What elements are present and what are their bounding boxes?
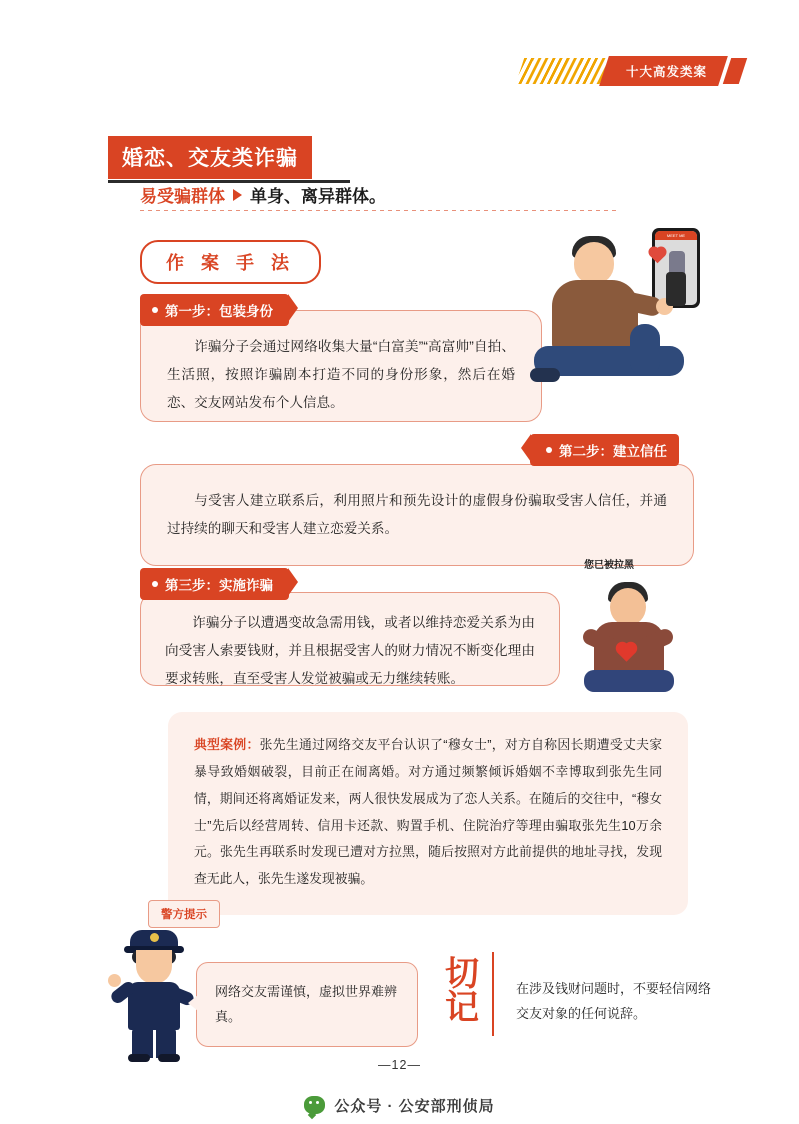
man-leg-back xyxy=(630,324,660,376)
footer-account-name: 公众号 · 公安部刑侦局 xyxy=(334,1097,495,1115)
step-label-3 xyxy=(140,568,289,600)
bullet-dot-icon xyxy=(546,447,552,453)
method-badge-label: 作 案 手 法 xyxy=(166,253,296,273)
step-label-3-text: 第三步：实施诈骗 xyxy=(165,578,273,593)
target-group-key: 易受骗群体 xyxy=(140,187,225,206)
step-text-3: 诈骗分子以遭遇变故急需用钱，或者以维持恋爱关系为由向受害人索要钱财，并且根据受害人的财力情况不断变化理由要求转账，直至受害人发觉被骗或无力继续转账。 xyxy=(165,615,535,686)
stamp-remember: 切记 xyxy=(445,956,479,1027)
phone-app-title: MEET ME xyxy=(655,231,697,240)
bullet-dot-icon xyxy=(152,307,158,313)
step-box-3 xyxy=(140,592,560,686)
step-label-2-text: 第二步：建立信任 xyxy=(559,444,667,459)
case-study-box xyxy=(168,712,688,915)
page-number: —12— xyxy=(378,1058,421,1072)
banner-stripes-decoration xyxy=(516,58,614,84)
officer-hat-emblem-icon xyxy=(150,933,159,942)
target-group-value: 单身、离异群体。 xyxy=(250,187,386,206)
step-box-1 xyxy=(140,310,542,422)
step-text-1: 诈骗分子会通过网络收集大量“白富美”“高富帅”自拍、生活照，按照诈骗剧本打造不同的身份形象，然后在婚恋、交友网站发布个人信息。 xyxy=(167,339,515,410)
banner-tail-decoration xyxy=(723,58,747,84)
vertical-divider xyxy=(492,952,494,1036)
step-text-2: 与受害人建立联系后，利用照片和预先设计的虚假身份骗取受害人信任，并通过持续的聊天和受害人建立恋爱关系。 xyxy=(167,493,667,536)
officer-hand-salute xyxy=(108,974,121,987)
case-study-tag: 典型案例： xyxy=(194,737,260,752)
police-officer-illustration xyxy=(108,930,200,1060)
officer-head xyxy=(136,950,172,984)
step-box-2 xyxy=(140,464,694,566)
man-head xyxy=(574,242,614,284)
officer-leg-divider xyxy=(153,1030,156,1058)
police-tip-note: 在涉及钱财问题时，不要轻信网络交友对象的任何说辞。 xyxy=(516,981,712,1022)
label-arrow-decoration xyxy=(521,434,531,462)
step-label-2 xyxy=(530,434,679,466)
label-arrow-decoration xyxy=(288,294,298,322)
top-banner xyxy=(520,56,743,86)
method-badge xyxy=(140,240,321,284)
footer-bar xyxy=(0,1086,799,1124)
sad-man-head xyxy=(610,588,646,626)
dotted-divider xyxy=(140,210,620,211)
target-group-line xyxy=(140,182,386,207)
illustration-man-with-phone xyxy=(530,228,700,408)
man-shoe xyxy=(530,368,560,382)
sad-man-legs xyxy=(584,670,674,692)
triangle-icon xyxy=(233,189,242,201)
banner-label: 十大高发类案 xyxy=(625,65,707,79)
police-tip-badge: 警方提示 xyxy=(148,900,220,928)
blocked-label: 您已被拉黑 xyxy=(584,560,634,571)
case-study-body: 张先生通过网络交友平台认识了“穆女士”，对方自称因长期遭受丈夫家暴导致婚姻破裂，目前正在闹离婚。对方通过频繁倾诉婚姻不幸博取到张先生同情，期间还将离婚证发来，两人很快发展成为了恋人关系。在随后的交往中，“穆女士”先后以经营周转、信用卡还款、购置手机、住院治疗等理由骗取张先生10万余元。张先生再联系时发现已遭对方拉黑，随后按照对方此前提供的地址寻找，发现查无此人，张先生遂发现被骗。 xyxy=(194,737,662,887)
wechat-eye-left xyxy=(309,1101,312,1104)
step-label-1-text: 第一步：包装身份 xyxy=(165,304,273,319)
wechat-icon xyxy=(304,1096,325,1114)
wechat-eye-right xyxy=(316,1101,319,1104)
banner-label-box xyxy=(599,56,728,86)
case-study-text xyxy=(194,732,662,893)
illustration-blocked-man xyxy=(576,560,686,702)
bullet-dot-icon xyxy=(152,581,158,587)
small-phone-icon xyxy=(666,272,686,306)
page-title-wrap xyxy=(108,136,312,179)
step-label-1 xyxy=(140,294,289,326)
police-tip-bubble: 网络交友需谨慎，虚拟世界难辨真。 xyxy=(196,962,418,1047)
label-arrow-decoration xyxy=(288,568,298,596)
page-title: 婚恋、交友类诈骗 xyxy=(108,136,312,179)
